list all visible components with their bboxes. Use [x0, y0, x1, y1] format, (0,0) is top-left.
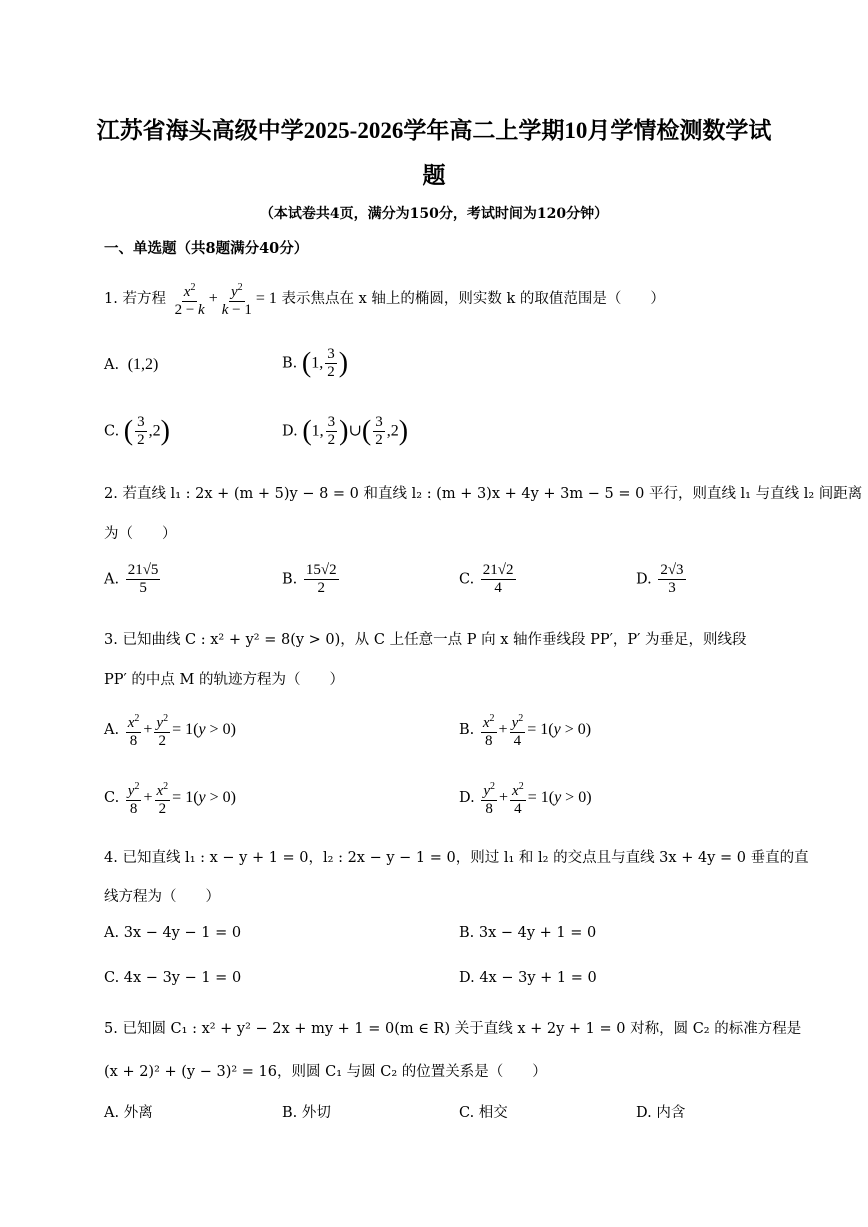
q4-option-a: A. 3x − 4y − 1 = 0 — [104, 925, 242, 941]
question-3-stem-line2: PP′ 的中点 M 的轨迹方程为（ ） — [104, 672, 344, 688]
question-2-stem-line2: 为（ ） — [104, 526, 177, 542]
question-4-stem-line2: 线方程为（ ） — [104, 889, 220, 905]
q4-option-d: D. 4x − 3y + 1 = 0 — [459, 970, 597, 986]
exam-title-line1: 江苏省海头高级中学2025-2026学年高二上学期10月学情检测数学试 — [96, 118, 772, 143]
q4-option-b: B. 3x − 4y + 1 = 0 — [459, 925, 597, 941]
exam-title-line2: 题 — [422, 163, 446, 188]
question-5-stem-line1: 5. 已知圆 C₁ : x² + y² − 2x + my + 1 = 0(m ∈ R) 关于直线 x + 2y + 1 = 0 对称，圆 C₂ 的标准方程是 — [104, 1021, 802, 1037]
q1-option-b: B. (1, $\frac{3}{2}$ ) — [282, 346, 349, 380]
question-5-stem-line2: (x + 2)² + (y − 3)² = 16，则圆 C₁ 与圆 C₂ 的位置关系是（ ） — [104, 1064, 547, 1080]
question-3-stem-line1: 3. 已知曲线 C : x² + y² = 8(y > 0)，从 C 上任意一点 P 向 x 轴作垂线段 PP′，P′ 为垂足，则线段 — [104, 632, 747, 648]
q5-option-a: A. 外离 — [104, 1105, 153, 1121]
q3-option-a: A. $\frac{x^2}{8}$ + $\frac{y^2}{2}$ = 1(y > 0) — [104, 710, 236, 750]
question-2-stem-line1: 2. 若直线 l₁ : 2x + (m + 5)y − 8 = 0 和直线 l₂ : (m + 3)x + 4y + 3m − 5 = 0 平行，则直线 l₁ 与直线 l₂ 间距离 — [104, 486, 863, 502]
q4-option-c: C. 4x − 3y − 1 = 0 — [104, 970, 242, 986]
q2-option-a: A. $\frac{21√5}{5}$ — [104, 562, 159, 596]
q2-option-b: B. $\frac{15√2}{2}$ — [282, 562, 337, 596]
q5-option-c: C. 相交 — [459, 1105, 508, 1121]
exam-subtitle: （本试卷共4页，满分为150分，考试时间为120分钟） — [259, 206, 609, 222]
q1-stem-prefix: 1. 若方程 — [104, 291, 166, 307]
q3-option-d: D. $\frac{y^2}{8}$ + $\frac{x^2}{4}$ = 1(y > 0) — [459, 778, 592, 818]
q3-option-b: B. $\frac{x^2}{8}$ + $\frac{y^2}{4}$ = 1(y > 0) — [459, 710, 591, 750]
q1-option-c: C. ( $\frac{3}{2}$ ,2) — [104, 414, 170, 448]
q3-option-c: C. $\frac{y^2}{8}$ + $\frac{x^2}{2}$ = 1(y > 0) — [104, 778, 236, 818]
q1-stem-suffix: 表示焦点在 x 轴上的椭圆，则实数 k 的取值范围是（ ） — [281, 291, 665, 307]
q1-fraction-x: $\frac{x^2}{2 - k}$ — [173, 279, 207, 319]
q2-option-c: C. $\frac{21√2}{4}$ — [459, 562, 514, 596]
q1-fraction-y: $\frac{y^2}{k - 1}$ — [220, 279, 254, 319]
q5-option-d: D. 内含 — [636, 1105, 686, 1121]
q1-option-a: A. (1,2) — [104, 356, 159, 373]
q1-option-d: D. (1, $\frac{3}{2}$ )∪( $\frac{3}{2}$ ,2) — [282, 414, 409, 448]
section-heading: 一、单选题（共8题满分40分） — [104, 240, 309, 257]
question-4-stem-line1: 4. 已知直线 l₁ : x − y + 1 = 0，l₂ : 2x − y − 1 = 0，则过 l₁ 和 l₂ 的交点且与直线 3x + 4y = 0 垂直的直 — [104, 850, 809, 866]
q2-option-d: D. $\frac{2√3}{3}$ — [636, 562, 684, 596]
q5-option-b: B. 外切 — [282, 1105, 331, 1121]
question-1-stem: 1. 若方程 $\frac{x^2}{2 - k}$ + $\frac{y^2}{k - 1}$ = 1 表示焦点在 x 轴上的椭圆，则实数 k 的取值范围是（ ） — [104, 279, 665, 319]
